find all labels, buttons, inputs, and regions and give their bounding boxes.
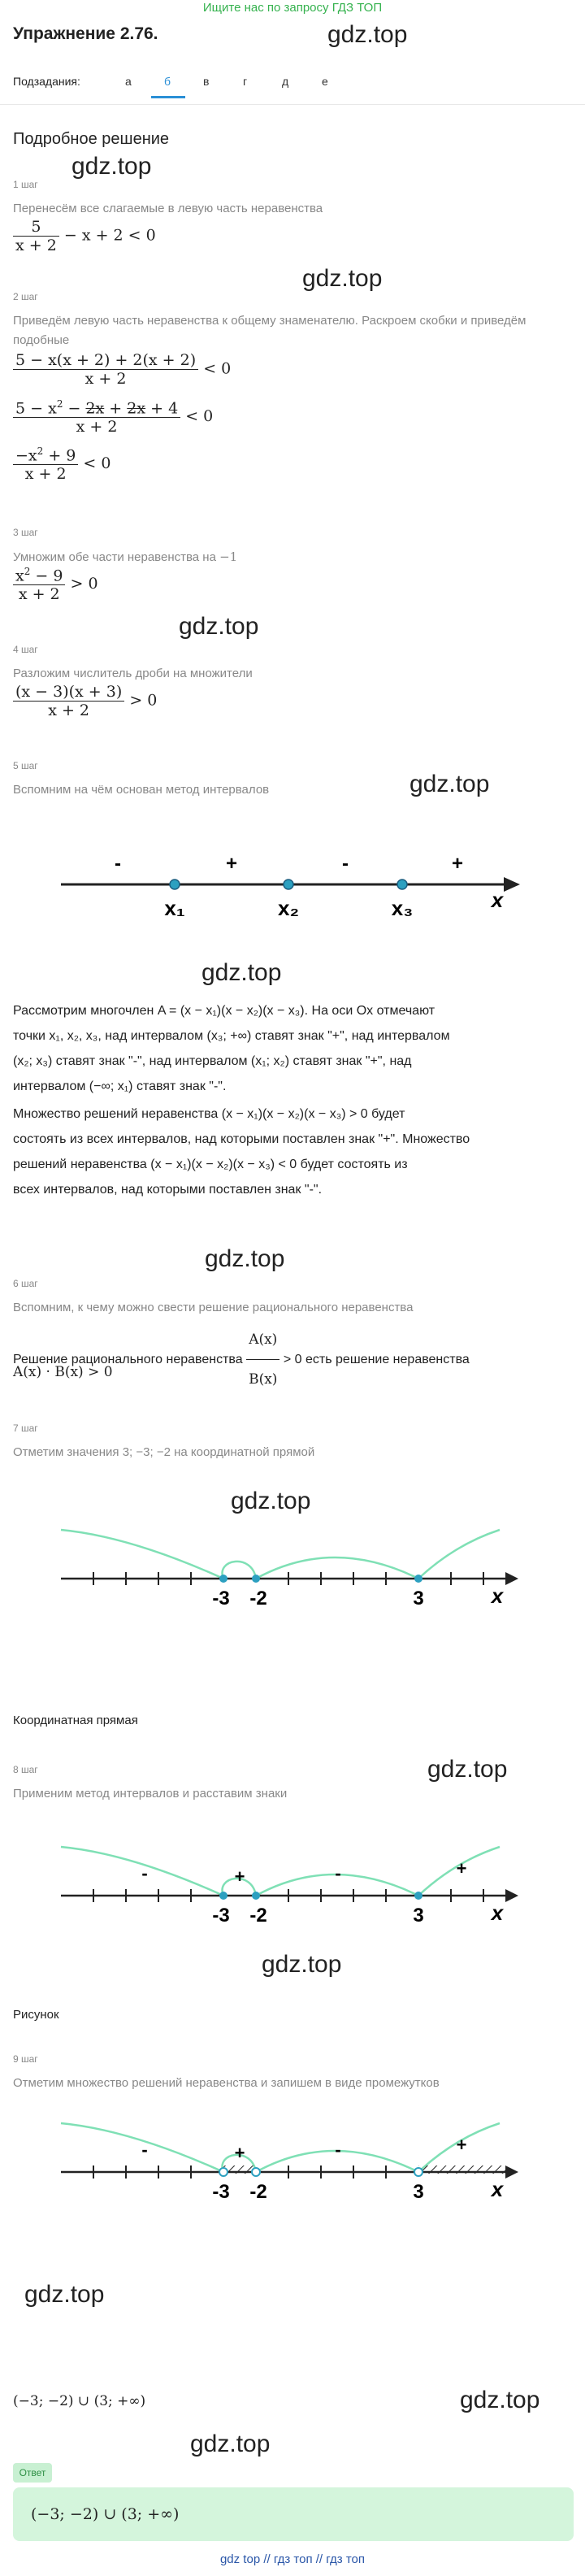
point-x3 — [397, 880, 407, 889]
number-line-step9 — [0, 2105, 585, 2211]
term: 5 − x — [15, 399, 57, 418]
watermark: gdz.top — [327, 21, 408, 48]
step-text: Отметим множество решений неравенства и запишем в виде промежутков — [13, 2076, 440, 2090]
step-values: 3; −3; −2 на координатной прямой — [122, 1445, 315, 1459]
tab-d[interactable]: д — [282, 75, 289, 88]
formula-step3 — [13, 566, 98, 603]
step-label: 4 шаг — [13, 644, 38, 655]
point-label: x₁ — [164, 896, 185, 920]
step-text-main: Умножим обе части неравенства на — [13, 550, 216, 564]
tab-a[interactable]: а — [125, 75, 132, 88]
explanation-line: Рассмотрим многочлен A = (x − x₁)(x − x₂)(x − x₃). На оси Ox отмечают — [13, 1004, 436, 1018]
watermark: gdz.top — [262, 1951, 342, 1978]
formula-step2a — [13, 351, 231, 388]
tab-b[interactable]: б — [164, 75, 171, 88]
point-3 — [414, 1575, 422, 1583]
tick-label: 3 — [413, 2181, 424, 2203]
axis-arrow — [504, 877, 520, 892]
watermark: gdz.top — [190, 2430, 271, 2457]
formula-rest: − x + 2 < 0 — [63, 226, 156, 245]
sign-label: + — [456, 2135, 467, 2155]
step-text: Разложим числитель дроби на множители — [13, 667, 253, 680]
solution-title: Подробное решение — [13, 130, 170, 148]
rational-text: > 0 есть решение неравенства — [283, 1353, 470, 1366]
step-text-main: Отметим значения — [13, 1445, 119, 1459]
term: − — [63, 399, 86, 418]
step-text: Перенесём все слагаемые в левую часть неравенства — [13, 202, 323, 215]
frac-den: x + 2 — [84, 370, 127, 388]
point-neg2 — [252, 2168, 260, 2176]
formula-step1 — [13, 218, 156, 254]
explanation-line: точки x₁, x₂, x₃, над интервалом (x₃; +∞) ставят знак "+", над интервалом — [13, 1029, 450, 1043]
point-neg3 — [219, 2168, 228, 2176]
watermark: gdz.top — [460, 2387, 540, 2413]
explanation-line: интервалом (−∞; x₁) ставят знак "-". — [13, 1079, 227, 1093]
interval-method-diagram — [0, 845, 585, 943]
caption: Координатная прямая — [13, 1714, 138, 1727]
sign-label: + — [234, 2143, 245, 2163]
explanation-line: Множество решений неравенства (x − x₁)(x − x₂)(x − x₃) > 0 будет — [13, 1107, 405, 1121]
watermark: gdz.top — [72, 153, 152, 180]
sign-label: + — [451, 853, 464, 875]
watermark: gdz.top — [24, 2281, 105, 2308]
point-neg3 — [219, 1575, 228, 1583]
step-label: 9 шаг — [13, 2053, 38, 2065]
tab-e[interactable]: е — [322, 75, 328, 88]
step-text — [13, 1445, 314, 1459]
arc — [61, 1530, 223, 1579]
arc — [256, 1557, 418, 1579]
axis-arrow — [505, 2165, 518, 2179]
sign-label: - — [115, 853, 121, 875]
term: + 9 — [43, 446, 76, 465]
step-label: 7 шаг — [13, 1423, 38, 1434]
formula-rest: > 0 — [129, 691, 158, 710]
formula-step2c — [13, 445, 110, 483]
tick-label: 3 — [413, 1588, 424, 1609]
step-label: 1 шаг — [13, 179, 38, 190]
frac-den: x + 2 — [18, 585, 60, 604]
tick-label: -3 — [212, 1588, 230, 1609]
formula-step4 — [13, 683, 157, 719]
formula-rest: < 0 — [185, 407, 214, 426]
step-label: 3 шаг — [13, 527, 38, 538]
rational-line — [13, 1320, 470, 1399]
tab-g[interactable]: г — [243, 75, 248, 88]
sign-label: + — [225, 853, 238, 875]
exponent: 2 — [24, 566, 31, 577]
point-label: x₃ — [391, 896, 414, 920]
tab-v[interactable]: в — [203, 75, 210, 88]
exponent: 2 — [56, 398, 63, 410]
step-text — [13, 550, 237, 564]
watermark: gdz.top — [427, 1756, 508, 1783]
explanation-line: всех интервалов, над которыми поставлен знак "-". — [13, 1183, 323, 1197]
term: − 9 — [30, 567, 63, 585]
step-label: 5 шаг — [13, 760, 38, 771]
sign-label: - — [141, 1863, 148, 1883]
formula-step6: A(x) · B(x) > 0 — [13, 1364, 113, 1380]
frac-num: 5 — [13, 218, 59, 237]
formula-rest: < 0 — [83, 454, 111, 473]
term: −x — [15, 446, 37, 465]
number-line-step8 — [0, 1829, 585, 1927]
tick-label: 3 — [413, 1905, 424, 1927]
step-label: 8 шаг — [13, 1764, 38, 1775]
sign-label: - — [342, 853, 349, 875]
step-text: Вспомним на чём основан метод интервалов — [13, 783, 270, 797]
page-title: Упражнение 2.76. — [13, 24, 158, 43]
axis-label: x — [491, 2177, 504, 2201]
answer-value: (−3; −2) ∪ (3; +∞) — [31, 2505, 180, 2523]
footer-links[interactable]: gdz top // гдз топ // гдз топ — [219, 2552, 366, 2566]
axis-label: x — [491, 1901, 504, 1925]
point-neg3 — [219, 1892, 228, 1900]
step-text: Приведём левую часть неравенства к общему знаменателю. Раскроем скобки и приведём подобные — [13, 314, 526, 347]
result-line: (−3; −2) ∪ (3; +∞) — [13, 2393, 146, 2409]
rational-text: Решение рационального неравенства — [13, 1353, 243, 1366]
axis-arrow — [505, 1889, 518, 1902]
multiplier: −1 — [219, 550, 238, 564]
explanation-line: (x₂; x₃) ставят знак "-", над интервалом (x₁; x₂) ставят знак "+", над — [13, 1054, 412, 1068]
tick-label: -2 — [249, 1905, 267, 1927]
sign-label: - — [335, 2139, 341, 2160]
point-3 — [414, 1892, 422, 1900]
axis-label: x — [491, 1583, 504, 1608]
axis-arrow — [505, 1572, 518, 1585]
watermark: gdz.top — [231, 1488, 311, 1514]
step-text: Вспомним, к чему можно свести решение рационального неравенства — [13, 1301, 414, 1314]
frac-den: x + 2 — [76, 418, 118, 437]
step-label: 2 шаг — [13, 291, 38, 302]
point-neg2 — [252, 1892, 260, 1900]
frac-den: x + 2 — [48, 702, 90, 719]
watermark: gdz.top — [205, 1245, 285, 1272]
point-label: x₂ — [277, 896, 300, 920]
frac-den: B(x) — [249, 1371, 278, 1388]
term: + — [104, 399, 128, 418]
explanation-line: решений неравенства (x − x₁)(x − x₂)(x − x₃) < 0 будет состоять из — [13, 1158, 408, 1171]
subtasks-label: Подзадания: — [13, 75, 80, 88]
watermark: gdz.top — [302, 265, 383, 292]
axis-label: x — [491, 888, 504, 912]
frac-num: A(x) — [246, 1320, 280, 1360]
formula-rest: < 0 — [203, 359, 232, 378]
sign-label: - — [335, 1863, 341, 1883]
cancelled-term: 2x — [85, 399, 105, 418]
divider — [0, 104, 585, 105]
number-line-step7 — [0, 1512, 585, 1609]
point-x1 — [170, 880, 180, 889]
exponent: 2 — [37, 445, 44, 457]
cancelled-term: 2x — [127, 399, 146, 418]
frac-den: x + 2 — [15, 237, 57, 254]
active-tab-underline — [151, 96, 185, 98]
tick-label: -3 — [212, 1905, 230, 1927]
point-neg2 — [252, 1575, 260, 1583]
term: + 4 — [145, 399, 179, 418]
watermark: gdz.top — [179, 613, 259, 640]
arc — [223, 1562, 256, 1579]
sign-label: + — [456, 1858, 467, 1879]
tick-label: -3 — [212, 2181, 230, 2203]
step-label: 6 шаг — [13, 1278, 38, 1289]
frac-num: 5 − x(x + 2) + 2(x + 2) — [13, 351, 198, 370]
frac-den: x + 2 — [24, 465, 67, 484]
tick-label: -2 — [249, 1588, 267, 1609]
step-text: Применим метод интервалов и расставим знаки — [13, 1787, 288, 1801]
frac-num: (x − 3)(x + 3) — [13, 683, 124, 702]
formula-step2b — [13, 398, 213, 436]
point-3 — [414, 2168, 422, 2176]
point-x2 — [284, 880, 293, 889]
sign-label: + — [234, 1866, 245, 1887]
explanation-line: состоять из всех интервалов, над которыми поставлен знак "+". Множество — [13, 1132, 470, 1146]
tick-label: -2 — [249, 2181, 267, 2203]
answer-label: Ответ — [13, 2463, 52, 2483]
watermark: gdz.top — [410, 771, 490, 797]
formula-rest: > 0 — [70, 575, 98, 593]
sign-label: - — [141, 2139, 148, 2160]
search-banner[interactable]: Ищите нас по запросу ГДЗ ТОП — [202, 1, 383, 15]
term: x — [15, 567, 24, 585]
arc — [418, 1530, 500, 1579]
caption: Рисунок — [13, 2008, 59, 2022]
watermark: gdz.top — [202, 959, 282, 986]
